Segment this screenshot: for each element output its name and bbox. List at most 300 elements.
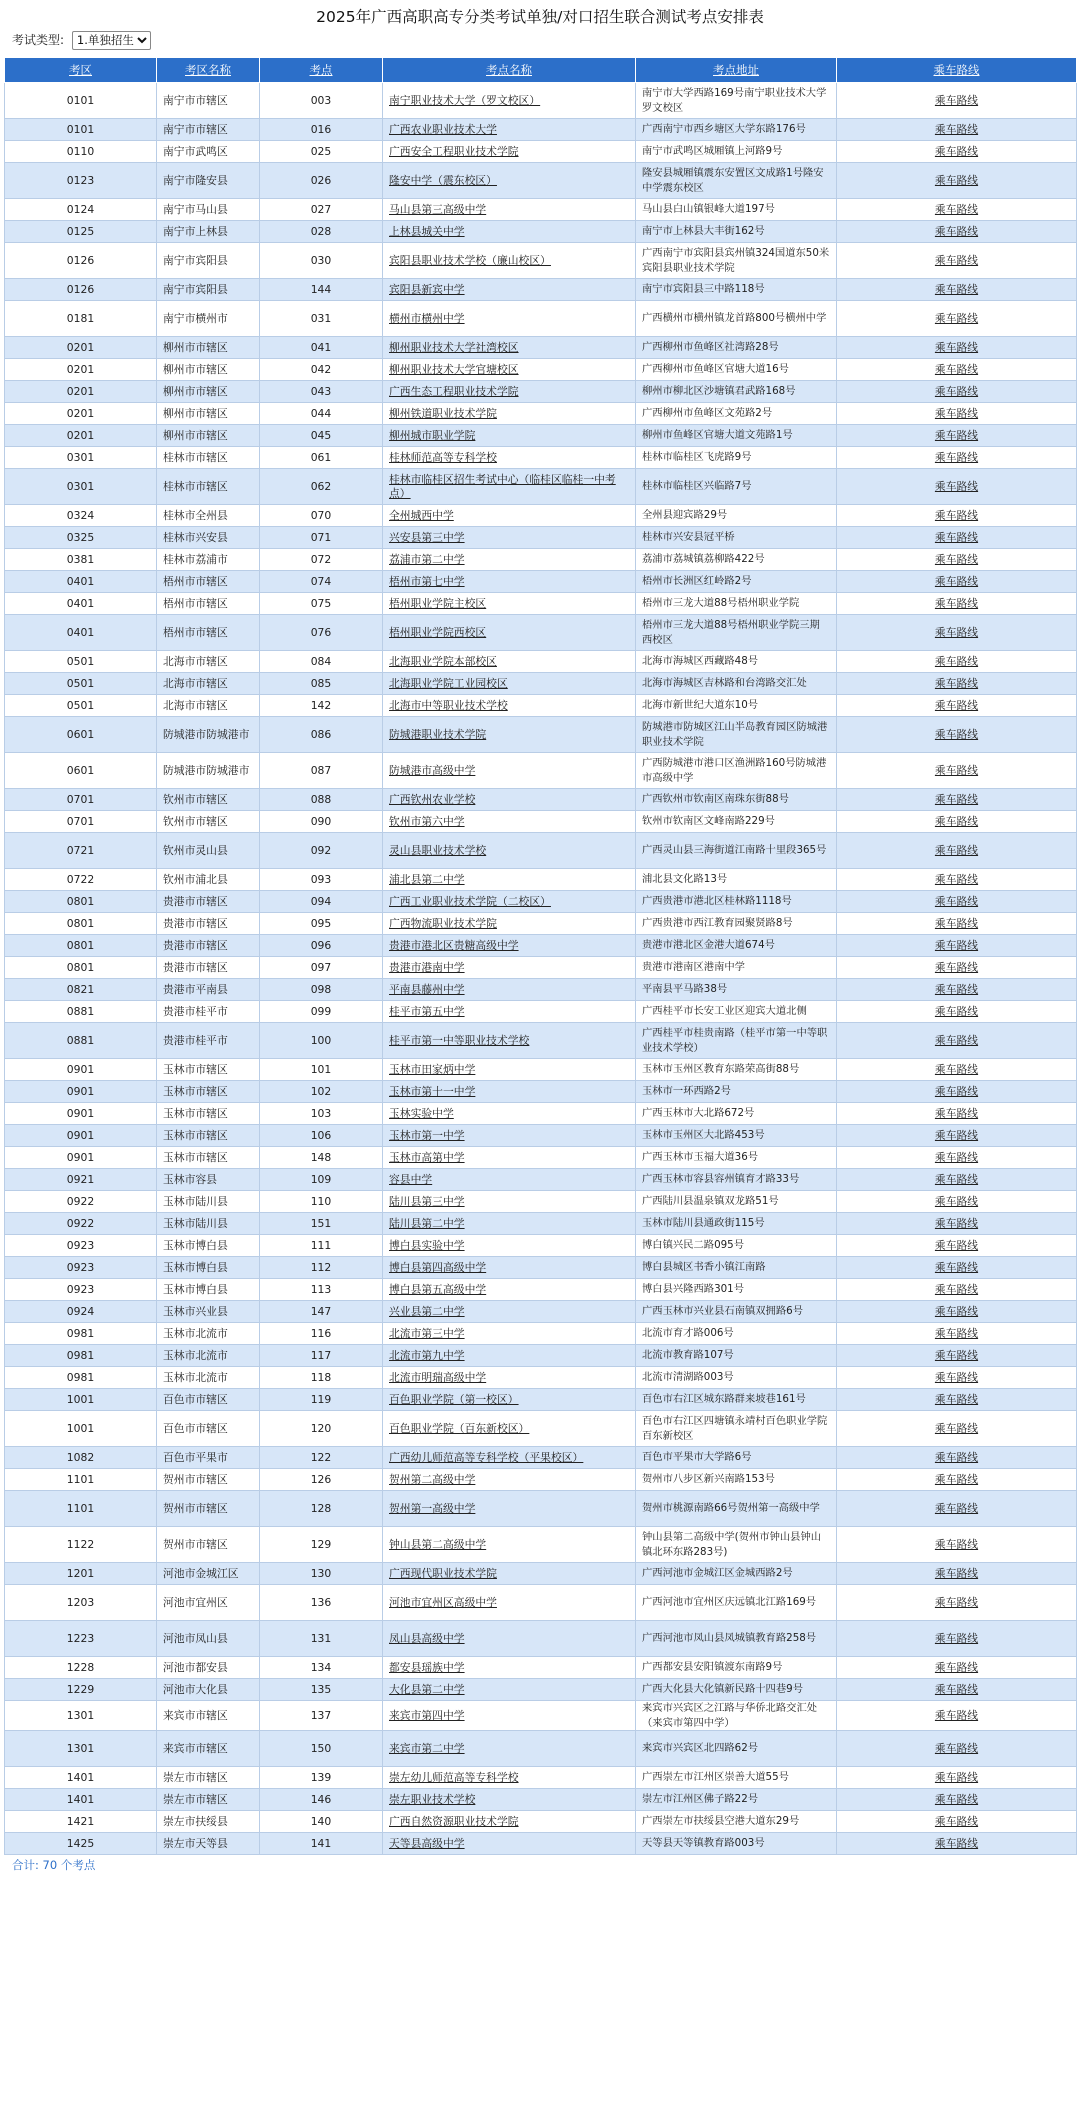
site-address-cell: 贺州市八步区新兴南路153号 — [636, 1469, 837, 1491]
bus-route-link[interactable]: 乘车路线 — [934, 1282, 979, 1296]
site-name-link[interactable]: 横州市横州中学 — [389, 311, 465, 325]
bus-route-link[interactable]: 乘车路线 — [934, 530, 979, 544]
bus-route-cell — [837, 1235, 1077, 1257]
district-code-cell: 0401 — [5, 615, 157, 651]
bus-route-link[interactable]: 乘车路线 — [934, 1660, 979, 1674]
district-name-cell: 玉林市陆川县 — [157, 1191, 260, 1213]
bus-route-link[interactable]: 乘车路线 — [934, 1033, 979, 1047]
site-code-cell: 070 — [260, 505, 383, 527]
table-row — [5, 1367, 1077, 1389]
bus-route-cell — [837, 833, 1077, 869]
site-name-cell — [383, 913, 636, 935]
site-code-cell: 129 — [260, 1527, 383, 1563]
site-name-link[interactable]: 灵山县职业技术学校 — [389, 843, 487, 857]
site-name-cell — [383, 1833, 636, 1855]
district-name-cell: 玉林市博白县 — [157, 1257, 260, 1279]
bus-route-link[interactable]: 乘车路线 — [934, 1421, 979, 1435]
bus-route-link[interactable]: 乘车路线 — [934, 1370, 979, 1384]
bus-route-link[interactable]: 乘车路线 — [934, 384, 979, 398]
bus-route-link[interactable]: 乘车路线 — [934, 1708, 979, 1722]
site-code-cell: 147 — [260, 1301, 383, 1323]
site-name-link[interactable]: 玉林实验中学 — [389, 1106, 454, 1120]
site-name-link[interactable]: 广西现代职业技术学院 — [389, 1566, 497, 1580]
site-address-cell: 广西贵港市港北区桂林路1118号 — [636, 891, 837, 913]
header-site-name[interactable]: 考点名称 — [383, 58, 636, 83]
district-name-cell: 北海市市辖区 — [157, 673, 260, 695]
site-name-link[interactable]: 崇左幼儿师范高等专科学校 — [389, 1770, 519, 1784]
bus-route-cell — [837, 1621, 1077, 1657]
site-name-cell — [383, 1323, 636, 1345]
district-code-cell: 0901 — [5, 1081, 157, 1103]
bus-route-link[interactable]: 乘车路线 — [934, 1770, 979, 1784]
site-name-cell — [383, 833, 636, 869]
site-name-link[interactable]: 凤山县高级中学 — [389, 1631, 465, 1645]
bus-route-link[interactable]: 乘车路线 — [934, 224, 979, 238]
bus-route-link[interactable]: 乘车路线 — [934, 93, 979, 107]
site-name-link[interactable]: 柳州城市职业学院 — [389, 428, 476, 442]
bus-route-link[interactable]: 乘车路线 — [934, 173, 979, 187]
bus-route-link[interactable]: 乘车路线 — [934, 552, 979, 566]
bus-route-link[interactable]: 乘车路线 — [934, 938, 979, 952]
bus-route-link[interactable]: 乘车路线 — [934, 1128, 979, 1142]
bus-route-link[interactable]: 乘车路线 — [934, 340, 979, 354]
district-code-cell: 1122 — [5, 1527, 157, 1563]
bus-route-cell — [837, 141, 1077, 163]
header-district-name[interactable]: 考区名称 — [157, 58, 260, 83]
site-name-link[interactable]: 北流市第九中学 — [389, 1348, 465, 1362]
site-name-cell — [383, 337, 636, 359]
bus-route-cell — [837, 717, 1077, 753]
header-district-code[interactable]: 考区 — [5, 58, 157, 83]
site-name-cell — [383, 1811, 636, 1833]
bus-route-link[interactable]: 乘车路线 — [934, 1501, 979, 1515]
site-name-link[interactable]: 梧州职业学院西校区 — [389, 625, 487, 639]
bus-route-cell — [837, 163, 1077, 199]
site-address-cell: 广西柳州市鱼峰区社湾路28号 — [636, 337, 837, 359]
bus-route-link[interactable]: 乘车路线 — [934, 814, 979, 828]
bus-route-link[interactable]: 乘车路线 — [934, 428, 979, 442]
bus-route-link[interactable]: 乘车路线 — [934, 282, 979, 296]
bus-route-link[interactable]: 乘车路线 — [934, 1472, 979, 1486]
bus-route-link[interactable]: 乘车路线 — [934, 960, 979, 974]
header-site-code[interactable]: 考点 — [260, 58, 383, 83]
site-name-link[interactable]: 大化县第二中学 — [389, 1682, 465, 1696]
site-code-cell: 101 — [260, 1059, 383, 1081]
site-name-cell — [383, 1657, 636, 1679]
bus-route-link[interactable]: 乘车路线 — [934, 1631, 979, 1645]
district-name-cell: 梧州市市辖区 — [157, 593, 260, 615]
bus-route-link[interactable]: 乘车路线 — [934, 727, 979, 741]
bus-route-link[interactable]: 乘车路线 — [934, 1172, 979, 1186]
district-code-cell: 1082 — [5, 1447, 157, 1469]
site-name-link[interactable]: 广西幼儿师范高等专科学校（平果校区） — [389, 1450, 584, 1464]
site-name-link[interactable]: 贺州第二高级中学 — [389, 1472, 476, 1486]
bus-route-cell — [837, 119, 1077, 141]
bus-route-link[interactable]: 乘车路线 — [934, 1682, 979, 1696]
district-code-cell: 0301 — [5, 469, 157, 505]
site-code-cell: 109 — [260, 1169, 383, 1191]
district-name-cell: 贵港市市辖区 — [157, 935, 260, 957]
site-name-cell — [383, 593, 636, 615]
site-name-cell — [383, 221, 636, 243]
bus-route-link[interactable]: 乘车路线 — [934, 253, 979, 267]
bus-route-link[interactable]: 乘车路线 — [934, 1304, 979, 1318]
site-name-cell — [383, 199, 636, 221]
site-name-cell — [383, 1367, 636, 1389]
district-name-cell: 南宁市隆安县 — [157, 163, 260, 199]
bus-route-link[interactable]: 乘车路线 — [934, 1741, 979, 1755]
site-code-cell: 085 — [260, 673, 383, 695]
site-name-cell — [383, 957, 636, 979]
site-address-cell: 广西玉林市容县容州镇育才路33号 — [636, 1169, 837, 1191]
exam-type-select[interactable] — [72, 31, 151, 50]
site-name-link[interactable]: 广西安全工程职业技术学院 — [389, 144, 519, 158]
site-name-link[interactable]: 天等县高级中学 — [389, 1836, 465, 1850]
bus-route-link[interactable]: 乘车路线 — [934, 574, 979, 588]
bus-route-link[interactable]: 乘车路线 — [934, 596, 979, 610]
site-name-link[interactable]: 梧州职业学院主校区 — [389, 596, 487, 610]
bus-route-cell — [837, 1701, 1077, 1731]
table-row — [5, 1701, 1077, 1731]
district-name-cell: 百色市市辖区 — [157, 1411, 260, 1447]
bus-route-link[interactable]: 乘车路线 — [934, 1537, 979, 1551]
site-code-cell: 118 — [260, 1367, 383, 1389]
bus-route-link[interactable]: 乘车路线 — [934, 843, 979, 857]
site-code-cell: 061 — [260, 447, 383, 469]
site-name-cell — [383, 869, 636, 891]
table-row — [5, 1257, 1077, 1279]
site-name-link[interactable]: 贵港市港南中学 — [389, 960, 465, 974]
bus-route-cell — [837, 1527, 1077, 1563]
bus-route-link[interactable]: 乘车路线 — [934, 1792, 979, 1806]
site-code-cell: 142 — [260, 695, 383, 717]
district-name-cell: 玉林市市辖区 — [157, 1103, 260, 1125]
bus-route-link[interactable]: 乘车路线 — [934, 1084, 979, 1098]
bus-route-link[interactable]: 乘车路线 — [934, 406, 979, 420]
site-name-cell — [383, 1679, 636, 1701]
site-name-link[interactable]: 全州城西中学 — [389, 508, 454, 522]
site-name-link[interactable]: 钦州市第六中学 — [389, 814, 465, 828]
bus-route-cell — [837, 1491, 1077, 1527]
site-name-link[interactable]: 钟山县第二高级中学 — [389, 1537, 487, 1551]
site-address-cell: 广西柳州市鱼峰区官塘大道16号 — [636, 359, 837, 381]
site-name-cell — [383, 695, 636, 717]
site-address-cell: 来宾市兴宾区之江路与华侨北路交汇处（来宾市第四中学） — [636, 1701, 837, 1731]
bus-route-link[interactable]: 乘车路线 — [934, 872, 979, 886]
bus-route-link[interactable]: 乘车路线 — [934, 1106, 979, 1120]
district-code-cell: 1001 — [5, 1411, 157, 1447]
site-name-link[interactable]: 桂林师范高等专科学校 — [389, 450, 497, 464]
site-address-cell: 百色市平果市大学路6号 — [636, 1447, 837, 1469]
site-name-link[interactable]: 崇左职业技术学校 — [389, 1792, 476, 1806]
site-name-link[interactable]: 柳州职业技术大学社湾校区 — [389, 340, 519, 354]
site-name-link[interactable]: 广西工业职业技术学院（二校区） — [389, 894, 551, 908]
district-code-cell: 0701 — [5, 811, 157, 833]
filter-label: 考试类型: — [12, 33, 65, 47]
site-code-cell: 071 — [260, 527, 383, 549]
bus-route-cell — [837, 695, 1077, 717]
bus-route-cell — [837, 1059, 1077, 1081]
site-address-cell: 广西陆川县温泉镇双龙路51号 — [636, 1191, 837, 1213]
district-code-cell: 0901 — [5, 1125, 157, 1147]
bus-route-link[interactable]: 乘车路线 — [934, 625, 979, 639]
site-code-cell: 041 — [260, 337, 383, 359]
bus-route-link[interactable]: 乘车路线 — [934, 202, 979, 216]
bus-route-link[interactable]: 乘车路线 — [934, 450, 979, 464]
district-name-cell: 钦州市市辖区 — [157, 811, 260, 833]
site-name-link[interactable]: 浦北县第二中学 — [389, 872, 465, 886]
bus-route-link[interactable]: 乘车路线 — [934, 311, 979, 325]
district-name-cell: 河池市大化县 — [157, 1679, 260, 1701]
site-name-cell — [383, 1585, 636, 1621]
district-code-cell: 1301 — [5, 1731, 157, 1767]
bus-route-link[interactable]: 乘车路线 — [934, 508, 979, 522]
bus-route-cell — [837, 935, 1077, 957]
district-name-cell: 南宁市宾阳县 — [157, 279, 260, 301]
bus-route-link[interactable]: 乘车路线 — [934, 792, 979, 806]
table-row — [5, 593, 1077, 615]
table-row — [5, 1657, 1077, 1679]
site-name-link[interactable]: 隆安中学（震东校区） — [389, 173, 497, 187]
site-address-cell: 梧州市长洲区红岭路2号 — [636, 571, 837, 593]
bus-route-cell — [837, 1147, 1077, 1169]
site-name-link[interactable]: 柳州铁道职业技术学院 — [389, 406, 497, 420]
site-address-cell: 广西横州市横州镇龙首路800号横州中学 — [636, 301, 837, 337]
table-row — [5, 811, 1077, 833]
bus-route-link[interactable]: 乘车路线 — [934, 916, 979, 930]
site-address-cell: 广西南宁市西乡塘区大学东路176号 — [636, 119, 837, 141]
bus-route-cell — [837, 1367, 1077, 1389]
site-name-link[interactable]: 广西生态工程职业技术学院 — [389, 384, 519, 398]
site-name-link[interactable]: 容县中学 — [389, 1172, 433, 1186]
bus-route-cell — [837, 811, 1077, 833]
site-code-cell: 116 — [260, 1323, 383, 1345]
site-name-link[interactable]: 百色职业学院（第一校区） — [389, 1392, 519, 1406]
site-name-link[interactable]: 兴安县第三中学 — [389, 530, 465, 544]
bus-route-link[interactable]: 乘车路线 — [934, 1238, 979, 1252]
bus-route-link[interactable]: 乘车路线 — [934, 1392, 979, 1406]
site-name-link[interactable]: 陆川县第二中学 — [389, 1216, 465, 1230]
bus-route-link[interactable]: 乘车路线 — [934, 698, 979, 712]
bus-route-link[interactable]: 乘车路线 — [934, 1836, 979, 1850]
site-address-cell: 广西崇左市扶绥县空港大道东29号 — [636, 1811, 837, 1833]
table-row — [5, 1323, 1077, 1345]
site-code-cell: 117 — [260, 1345, 383, 1367]
bus-route-link[interactable]: 乘车路线 — [934, 1814, 979, 1828]
site-name-link[interactable]: 北海职业学院本部校区 — [389, 654, 497, 668]
district-code-cell: 1421 — [5, 1811, 157, 1833]
bus-route-link[interactable]: 乘车路线 — [934, 1450, 979, 1464]
site-address-cell: 柳州市鱼峰区官塘大道文苑路1号 — [636, 425, 837, 447]
site-name-cell — [383, 1767, 636, 1789]
site-name-cell — [383, 717, 636, 753]
site-address-cell: 荔浦市荔城镇荔柳路422号 — [636, 549, 837, 571]
site-name-link[interactable]: 北海职业学院工业园校区 — [389, 676, 508, 690]
bus-route-link[interactable]: 乘车路线 — [934, 479, 979, 493]
site-name-link[interactable]: 兴业县第二中学 — [389, 1304, 465, 1318]
table-row — [5, 549, 1077, 571]
bus-route-cell — [837, 1447, 1077, 1469]
exam-type-filter — [4, 29, 1076, 51]
site-name-link[interactable]: 南宁职业技术大学（罗文校区） — [389, 93, 541, 107]
site-name-link[interactable]: 博白县实验中学 — [389, 1238, 465, 1252]
site-code-cell: 122 — [260, 1447, 383, 1469]
district-name-cell: 玉林市市辖区 — [157, 1125, 260, 1147]
district-name-cell: 贺州市市辖区 — [157, 1469, 260, 1491]
bus-route-cell — [837, 447, 1077, 469]
bus-route-link[interactable]: 乘车路线 — [934, 122, 979, 136]
district-code-cell: 0821 — [5, 979, 157, 1001]
table-row — [5, 833, 1077, 869]
district-code-cell: 0501 — [5, 651, 157, 673]
site-code-cell: 094 — [260, 891, 383, 913]
district-name-cell: 梧州市市辖区 — [157, 571, 260, 593]
site-address-cell: 天等县天等镇教育路003号 — [636, 1833, 837, 1855]
bus-route-link[interactable]: 乘车路线 — [934, 1150, 979, 1164]
bus-route-link[interactable]: 乘车路线 — [934, 982, 979, 996]
table-row — [5, 1103, 1077, 1125]
district-name-cell: 贺州市市辖区 — [157, 1491, 260, 1527]
bus-route-link[interactable]: 乘车路线 — [934, 1260, 979, 1274]
site-address-cell: 桂林市临桂区飞虎路9号 — [636, 447, 837, 469]
bus-route-link[interactable]: 乘车路线 — [934, 1566, 979, 1580]
site-name-link[interactable]: 都安县瑶族中学 — [389, 1660, 465, 1674]
site-code-cell: 030 — [260, 243, 383, 279]
site-code-cell: 151 — [260, 1213, 383, 1235]
site-name-cell — [383, 789, 636, 811]
site-name-link[interactable]: 上林县城关中学 — [389, 224, 465, 238]
bus-route-link[interactable]: 乘车路线 — [934, 144, 979, 158]
bus-route-link[interactable]: 乘车路线 — [934, 894, 979, 908]
bus-route-link[interactable]: 乘车路线 — [934, 1326, 979, 1340]
site-name-link[interactable]: 百色职业学院（百东新校区） — [389, 1421, 530, 1435]
district-code-cell: 0401 — [5, 571, 157, 593]
bus-route-cell — [837, 359, 1077, 381]
site-name-cell — [383, 1491, 636, 1527]
site-code-cell: 043 — [260, 381, 383, 403]
bus-route-link[interactable]: 乘车路线 — [934, 1004, 979, 1018]
site-name-link[interactable]: 贺州第一高级中学 — [389, 1501, 476, 1515]
header-site-address[interactable]: 考点地址 — [636, 58, 837, 83]
site-name-link[interactable]: 梧州市第七中学 — [389, 574, 465, 588]
table-row — [5, 1345, 1077, 1367]
table-row — [5, 1169, 1077, 1191]
site-name-link[interactable]: 广西物流职业技术学院 — [389, 916, 497, 930]
site-name-link[interactable]: 桂平市第一中等职业技术学校 — [389, 1033, 530, 1047]
site-name-link[interactable]: 防城港市高级中学 — [389, 763, 476, 777]
site-code-cell: 027 — [260, 199, 383, 221]
bus-route-link[interactable]: 乘车路线 — [934, 1062, 979, 1076]
bus-route-cell — [837, 1411, 1077, 1447]
site-name-link[interactable]: 宾阳县新宾中学 — [389, 282, 465, 296]
site-name-cell — [383, 527, 636, 549]
table-row — [5, 359, 1077, 381]
site-code-cell: 136 — [260, 1585, 383, 1621]
bus-route-link[interactable]: 乘车路线 — [934, 1348, 979, 1362]
site-name-link[interactable]: 北海市中等职业技术学校 — [389, 698, 508, 712]
table-row — [5, 957, 1077, 979]
site-address-cell: 平南县平马路38号 — [636, 979, 837, 1001]
site-name-link[interactable]: 广西自然资源职业技术学院 — [389, 1814, 519, 1828]
site-name-cell — [383, 425, 636, 447]
bus-route-cell — [837, 83, 1077, 119]
site-code-cell: 031 — [260, 301, 383, 337]
site-code-cell: 106 — [260, 1125, 383, 1147]
table-row — [5, 221, 1077, 243]
site-name-link[interactable]: 玉林市第十一中学 — [389, 1084, 476, 1098]
bus-route-link[interactable]: 乘车路线 — [934, 1216, 979, 1230]
table-row — [5, 505, 1077, 527]
site-name-link[interactable]: 北流市第三中学 — [389, 1326, 465, 1340]
site-name-link[interactable]: 广西农业职业技术大学 — [389, 122, 497, 136]
site-name-link[interactable]: 平南县藤州中学 — [389, 982, 465, 996]
site-code-cell: 086 — [260, 717, 383, 753]
site-name-link[interactable]: 玉林市第一中学 — [389, 1128, 465, 1142]
bus-route-link[interactable]: 乘车路线 — [934, 676, 979, 690]
district-code-cell: 0701 — [5, 789, 157, 811]
site-name-cell — [383, 83, 636, 119]
district-code-cell: 0901 — [5, 1147, 157, 1169]
table-row — [5, 1585, 1077, 1621]
site-address-cell: 防城港市防城区江山半岛教育园区防城港职业技术学院 — [636, 717, 837, 753]
header-bus-route[interactable]: 乘车路线 — [837, 58, 1077, 83]
bus-route-cell — [837, 673, 1077, 695]
site-address-cell: 广西灵山县三海街道江南路十里段365号 — [636, 833, 837, 869]
site-name-link[interactable]: 贵港市港北区贵糖高级中学 — [389, 938, 519, 952]
site-name-link[interactable]: 宾阳县职业技术学校（廉山校区） — [389, 253, 551, 267]
site-address-cell: 玉林市玉州区教育东路荣高街88号 — [636, 1059, 837, 1081]
site-name-link[interactable]: 北流市明瑞高级中学 — [389, 1370, 487, 1384]
site-name-link[interactable]: 广西钦州农业学校 — [389, 792, 476, 806]
district-name-cell: 崇左市天等县 — [157, 1833, 260, 1855]
table-row — [5, 447, 1077, 469]
site-name-link[interactable]: 柳州职业技术大学官塘校区 — [389, 362, 519, 376]
bus-route-link[interactable]: 乘车路线 — [934, 763, 979, 777]
site-name-link[interactable]: 桂林市临桂区招生考试中心（临桂区临桂一中考点） — [389, 472, 616, 500]
district-name-cell: 贵港市市辖区 — [157, 913, 260, 935]
site-name-link[interactable]: 玉林市田家炳中学 — [389, 1062, 476, 1076]
site-address-cell: 广西柳州市鱼峰区文苑路2号 — [636, 403, 837, 425]
site-code-cell: 045 — [260, 425, 383, 447]
site-name-link[interactable]: 防城港职业技术学院 — [389, 727, 487, 741]
bus-route-link[interactable]: 乘车路线 — [934, 362, 979, 376]
bus-route-link[interactable]: 乘车路线 — [934, 1595, 979, 1609]
table-row — [5, 1679, 1077, 1701]
site-name-cell — [383, 1527, 636, 1563]
bus-route-link[interactable]: 乘车路线 — [934, 1194, 979, 1208]
site-code-cell: 148 — [260, 1147, 383, 1169]
site-name-link[interactable]: 陆川县第三中学 — [389, 1194, 465, 1208]
site-name-link[interactable]: 博白县第五高级中学 — [389, 1282, 487, 1296]
site-name-link[interactable]: 桂平市第五中学 — [389, 1004, 465, 1018]
district-name-cell: 河池市金城江区 — [157, 1563, 260, 1585]
site-name-link[interactable]: 荔浦市第二中学 — [389, 552, 465, 566]
bus-route-cell — [837, 1345, 1077, 1367]
site-name-link[interactable]: 来宾市第二中学 — [389, 1741, 465, 1755]
district-code-cell: 0101 — [5, 119, 157, 141]
bus-route-link[interactable]: 乘车路线 — [934, 654, 979, 668]
table-row — [5, 1731, 1077, 1767]
site-name-link[interactable]: 来宾市第四中学 — [389, 1708, 465, 1722]
site-name-link[interactable]: 马山县第三高级中学 — [389, 202, 487, 216]
site-name-cell — [383, 891, 636, 913]
site-name-link[interactable]: 河池市宜州区高级中学 — [389, 1595, 497, 1609]
site-name-cell — [383, 651, 636, 673]
table-row — [5, 1191, 1077, 1213]
site-name-link[interactable]: 玉林市高第中学 — [389, 1150, 465, 1164]
site-address-cell: 广西河池市金城江区金城西路2号 — [636, 1563, 837, 1585]
site-name-link[interactable]: 博白县第四高级中学 — [389, 1260, 487, 1274]
